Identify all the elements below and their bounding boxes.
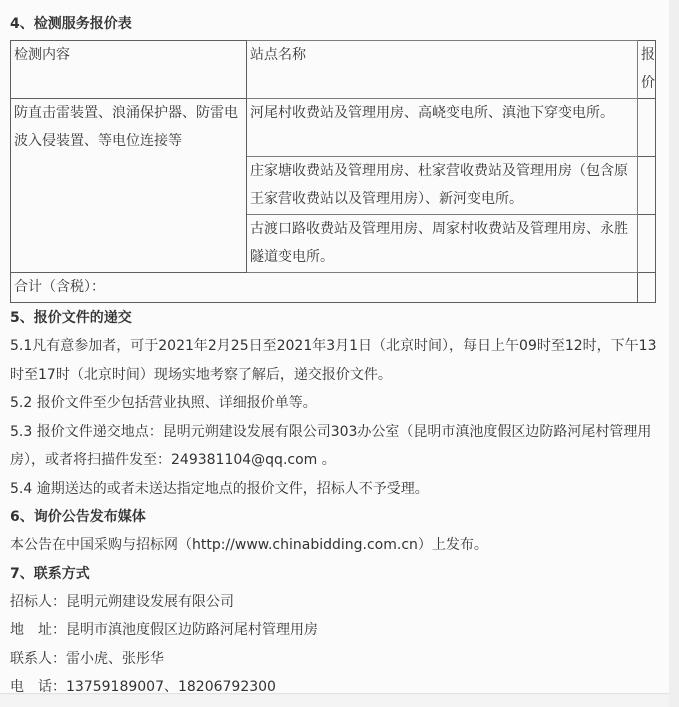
- site-cell-3: 古渡口路收费站及管理用房、周家村收费站及管理用房、永胜隧道变电所。: [247, 215, 638, 273]
- site-cell-2: 庄家塘收费站及管理用房、杜家营收费站及管理用房（包含原王家营收费站以及管理用房）、新河变电所。: [247, 157, 638, 215]
- section-6-body: 本公告在中国采购与招标网（http://www.chinabidding.com.cn）上发布。: [10, 537, 488, 553]
- contact-phone-line: 电 话：13759189007、18206792300: [10, 679, 276, 695]
- table-row: [11, 99, 656, 157]
- price-cell-3: [638, 215, 656, 273]
- section-5-item-2: 5.2 报价文件至少包括营业执照、详细报价单等。: [10, 395, 317, 411]
- contact-tenderer-line: 招标人：昆明元朔建设发展有限公司: [10, 593, 234, 610]
- table-header-row: [11, 41, 656, 99]
- header-price: 报价: [638, 41, 656, 99]
- section-4-heading: 4、检测服务报价表: [10, 16, 132, 32]
- header-detection-content: 检测内容: [11, 41, 247, 99]
- section-5-heading: 5、报价文件的递交: [10, 310, 132, 326]
- detection-content-cell: 防直击雷装置、浪涌保护器、防雷电波入侵装置、等电位连接等: [11, 99, 247, 273]
- section-6-heading: 6、询价公告发布媒体: [10, 509, 146, 525]
- total-label-cell: 合计（含税）：: [11, 273, 638, 303]
- contact-person-line: 联系人：雷小虎、张彤华: [10, 650, 164, 667]
- section-5-item-3: 5.3 报价文件递交地点：昆明元朔建设发展有限公司303办公室（昆明市滇池度假区边防路河尾村管理用房），或者将扫描件发至：249381104@qq.com 。: [10, 423, 652, 468]
- section-7-heading: 7、联系方式: [10, 565, 90, 582]
- section-5-item-4: 5.4 逾期送达的或者未送达指定地点的报价文件，招标人不予受理。: [10, 480, 429, 497]
- price-cell-2: [638, 157, 656, 215]
- quotation-table: [10, 40, 656, 303]
- section-5-item-1: 5.1凡有意参加者，可于2021年2月25日至2021年3月1日（北京时间），每日上午09时至12时，下午13时至17时（北京时间）现场实地考察了解后，递交报价文件。: [10, 338, 657, 383]
- bottom-divider: [0, 695, 669, 707]
- total-price-cell: [638, 273, 656, 303]
- site-cell-1: 河尾村收费站及管理用房、高峣变电所、滇池下穿变电所。: [247, 99, 638, 157]
- contact-address-line: 地 址：昆明市滇池度假区边防路河尾村管理用房: [10, 622, 318, 638]
- price-cell-1: [638, 99, 656, 157]
- table-total-row: [11, 273, 656, 303]
- header-site-name: 站点名称: [247, 41, 638, 99]
